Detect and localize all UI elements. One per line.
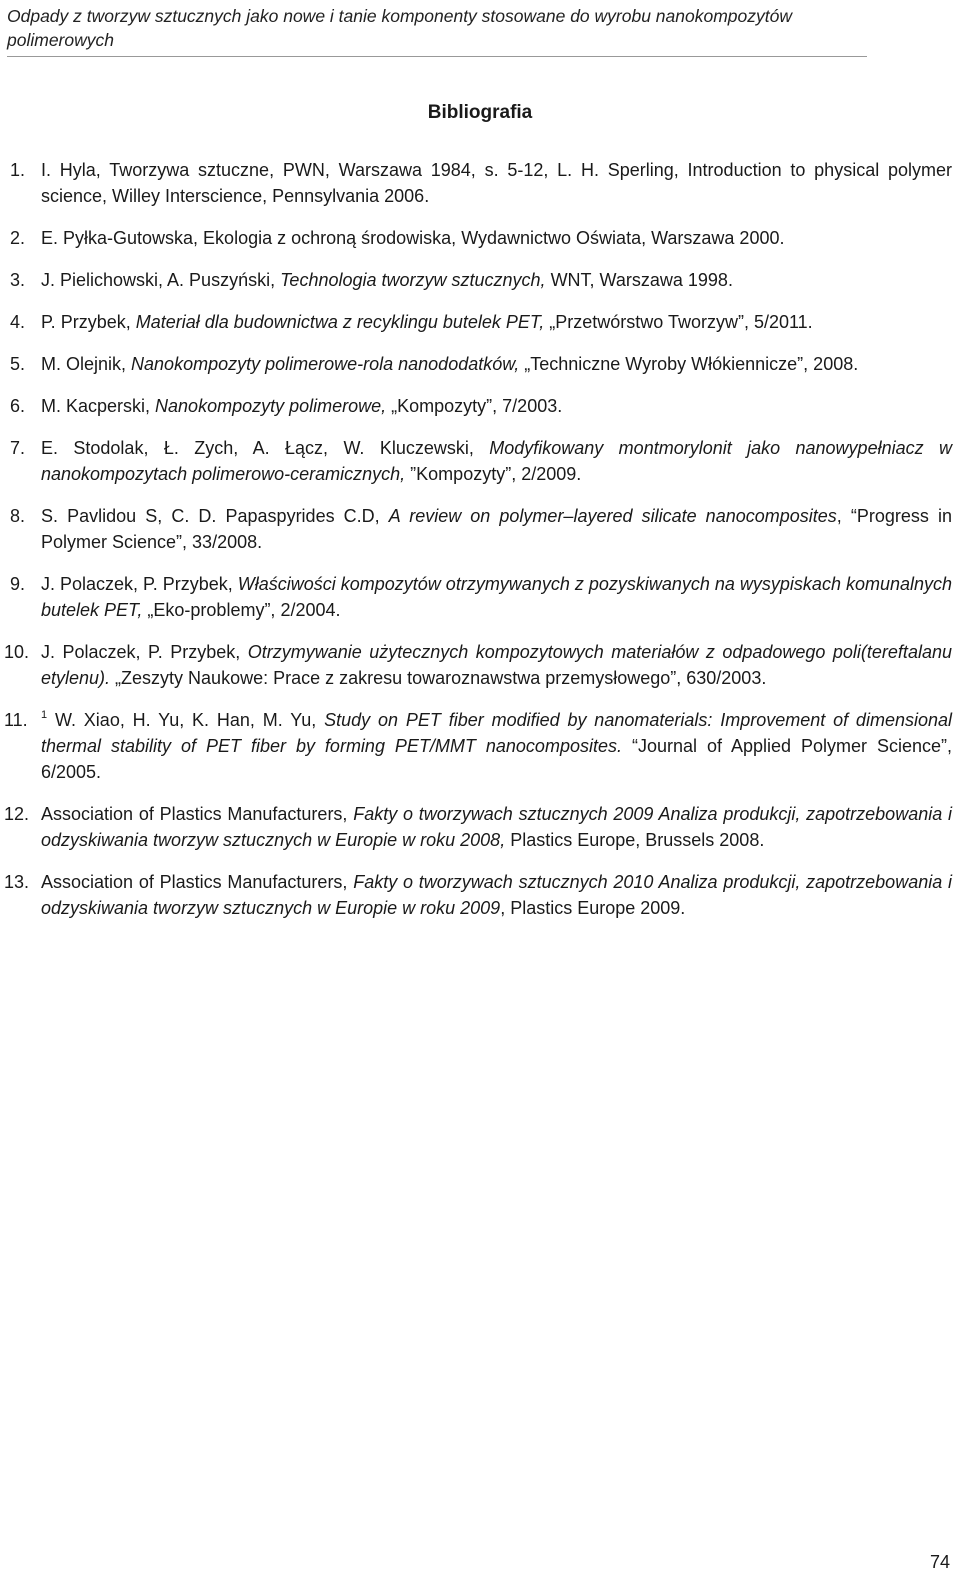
- reference-title-italic: A review on polymer–layered silicate nanocomposites: [388, 506, 837, 526]
- reference-title-italic: Właściwości kompozytów otrzymywanych z pozyskiwanych na wysypiskach komunalnych butelek PET,: [41, 574, 953, 620]
- reference-entry: [0, 869, 960, 921]
- reference-text-segment: Plastics Europe, Brussels 2008.: [505, 830, 765, 850]
- reference-text: [41, 639, 952, 691]
- reference-entry: [0, 267, 960, 293]
- reference-entry: [0, 393, 960, 419]
- reference-text-segment: ”Kompozyty”, 2/2009.: [405, 464, 582, 484]
- reference-text: [41, 869, 952, 921]
- page-number: 74: [929, 1552, 950, 1572]
- reference-entry: [0, 801, 960, 853]
- reference-text-segment: J. Pielichowski, A. Puszyński,: [41, 270, 281, 290]
- reference-text: [41, 309, 952, 335]
- reference-text-segment: „Eko-problemy”, 2/2004.: [142, 600, 341, 620]
- reference-entry: [0, 707, 960, 785]
- reference-text-segment: M. Kacperski,: [41, 396, 156, 416]
- reference-text: [41, 801, 952, 853]
- reference-text: [41, 435, 952, 487]
- bibliography-list: [0, 157, 960, 937]
- reference-text-segment: I. Hyla, Tworzywa sztuczne, PWN, Warszawa 1984, s. 5-12, L. H. Sperling, Introduction to physical polymer science, Willey Interscience, Pennsylvania 2006.: [41, 160, 952, 206]
- reference-number: 5.: [10, 354, 26, 374]
- reference-text: [41, 571, 952, 623]
- reference-number: 8.: [10, 506, 26, 526]
- reference-text-segment: J. Polaczek, P. Przybek,: [41, 642, 248, 662]
- reference-text: [41, 157, 952, 209]
- running-header: Odpady z tworzyw sztucznych jako nowe i tanie komponenty stosowane do wyrobu nanokompozytów polimerowych: [7, 4, 867, 57]
- reference-title-italic: Otrzymywanie użytecznych kompozytowych materiałów z odpadowego poli(tereftalanu etylenu).: [41, 642, 952, 688]
- reference-text-segment: J. Polaczek, P. Przybek,: [41, 574, 238, 594]
- reference-title-italic: Fakty o tworzywach sztucznych 2010 Analiza produkcji, zapotrzebowania i odzyskiwania tworzyw sztucznych w Europie w roku 2009: [41, 872, 952, 918]
- reference-text-segment: S. Pavlidou S, C. D. Papaspyrides C.D,: [41, 506, 389, 526]
- reference-number: 4.: [10, 312, 26, 332]
- reference-title-italic: Nanokompozyty polimerowe,: [155, 396, 387, 416]
- reference-text-segment: M. Olejnik,: [41, 354, 132, 374]
- reference-title-italic: Nanokompozyty polimerowe-rola nanododatków,: [131, 354, 520, 374]
- reference-number: 12.: [4, 804, 30, 824]
- reference-number: 7.: [10, 438, 26, 458]
- reference-entry: [0, 503, 960, 555]
- reference-text-segment: , Plastics Europe 2009.: [500, 898, 686, 918]
- reference-entry: [0, 225, 960, 251]
- reference-number: 10.: [4, 642, 30, 662]
- reference-text-segment: “Journal of Applied Polymer Science”, 6/2005.: [41, 736, 952, 782]
- reference-entry: [0, 639, 960, 691]
- reference-text: [41, 267, 952, 293]
- reference-title-italic: Technologia tworzyw sztucznych,: [280, 270, 546, 290]
- reference-number: 3.: [10, 270, 26, 290]
- reference-number: 6.: [10, 396, 26, 416]
- reference-text-segment: „Kompozyty”, 7/2003.: [386, 396, 563, 416]
- reference-text-segment: W. Xiao, H. Yu, K. Han, M. Yu,: [47, 710, 325, 730]
- reference-entry: [0, 309, 960, 335]
- reference-title-italic: Materiał dla budownictwa z recyklingu butelek PET,: [135, 312, 545, 332]
- reference-text-segment: E. Stodolak, Ł. Zych, A. Łącz, W. Kluczewski,: [41, 438, 490, 458]
- reference-title-italic: Modyfikowany montmorylonit jako nanowypełniacz w nanokompozytach polimerowo-ceramicznych,: [41, 438, 952, 484]
- reference-title-italic: Fakty o tworzywach sztucznych 2009 Analiza produkcji, zapotrzebowania i odzyskiwania tworzyw sztucznych w Europie w roku 2008,: [41, 804, 952, 850]
- reference-text: [41, 503, 952, 555]
- reference-text: [41, 225, 952, 251]
- footnote-marker: 1: [41, 709, 48, 721]
- reference-entry: [0, 435, 960, 487]
- reference-number: 13.: [4, 872, 30, 892]
- reference-text-segment: „Przetwórstwo Tworzyw”, 5/2011.: [544, 312, 813, 332]
- reference-number: 9.: [10, 574, 26, 594]
- reference-text-segment: Association of Plastics Manufacturers,: [41, 872, 354, 892]
- reference-number: 1.: [10, 160, 26, 180]
- reference-text-segment: P. Przybek,: [41, 312, 136, 332]
- reference-text: [41, 707, 952, 785]
- reference-entry: [0, 351, 960, 377]
- reference-text-segment: , “Progress in Polymer Science”, 33/2008.: [41, 506, 952, 552]
- reference-text-segment: Association of Plastics Manufacturers,: [41, 804, 354, 824]
- reference-number: 11.: [4, 710, 28, 730]
- reference-text-segment: „Zeszyty Naukowe: Prace z zakresu towaroznawstwa przemysłowego”, 630/2003.: [110, 668, 767, 688]
- reference-text-segment: „Techniczne Wyroby Włókiennicze”, 2008.: [519, 354, 859, 374]
- section-title: Bibliografia: [427, 102, 533, 123]
- reference-title-italic: Study on PET fiber modified by nanomaterials: Improvement of dimensional thermal stability of PET fiber by forming PET/MMT nanocomposites.: [41, 710, 952, 756]
- reference-text-segment: E. Pyłka-Gutowska, Ekologia z ochroną środowiska, Wydawnictwo Oświata, Warszawa 2000.: [41, 228, 785, 248]
- reference-entry: [0, 571, 960, 623]
- reference-text-segment: WNT, Warszawa 1998.: [545, 270, 733, 290]
- reference-text: [41, 351, 952, 377]
- reference-number: 2.: [10, 228, 26, 248]
- reference-text: [41, 393, 952, 419]
- reference-entry: [0, 157, 960, 209]
